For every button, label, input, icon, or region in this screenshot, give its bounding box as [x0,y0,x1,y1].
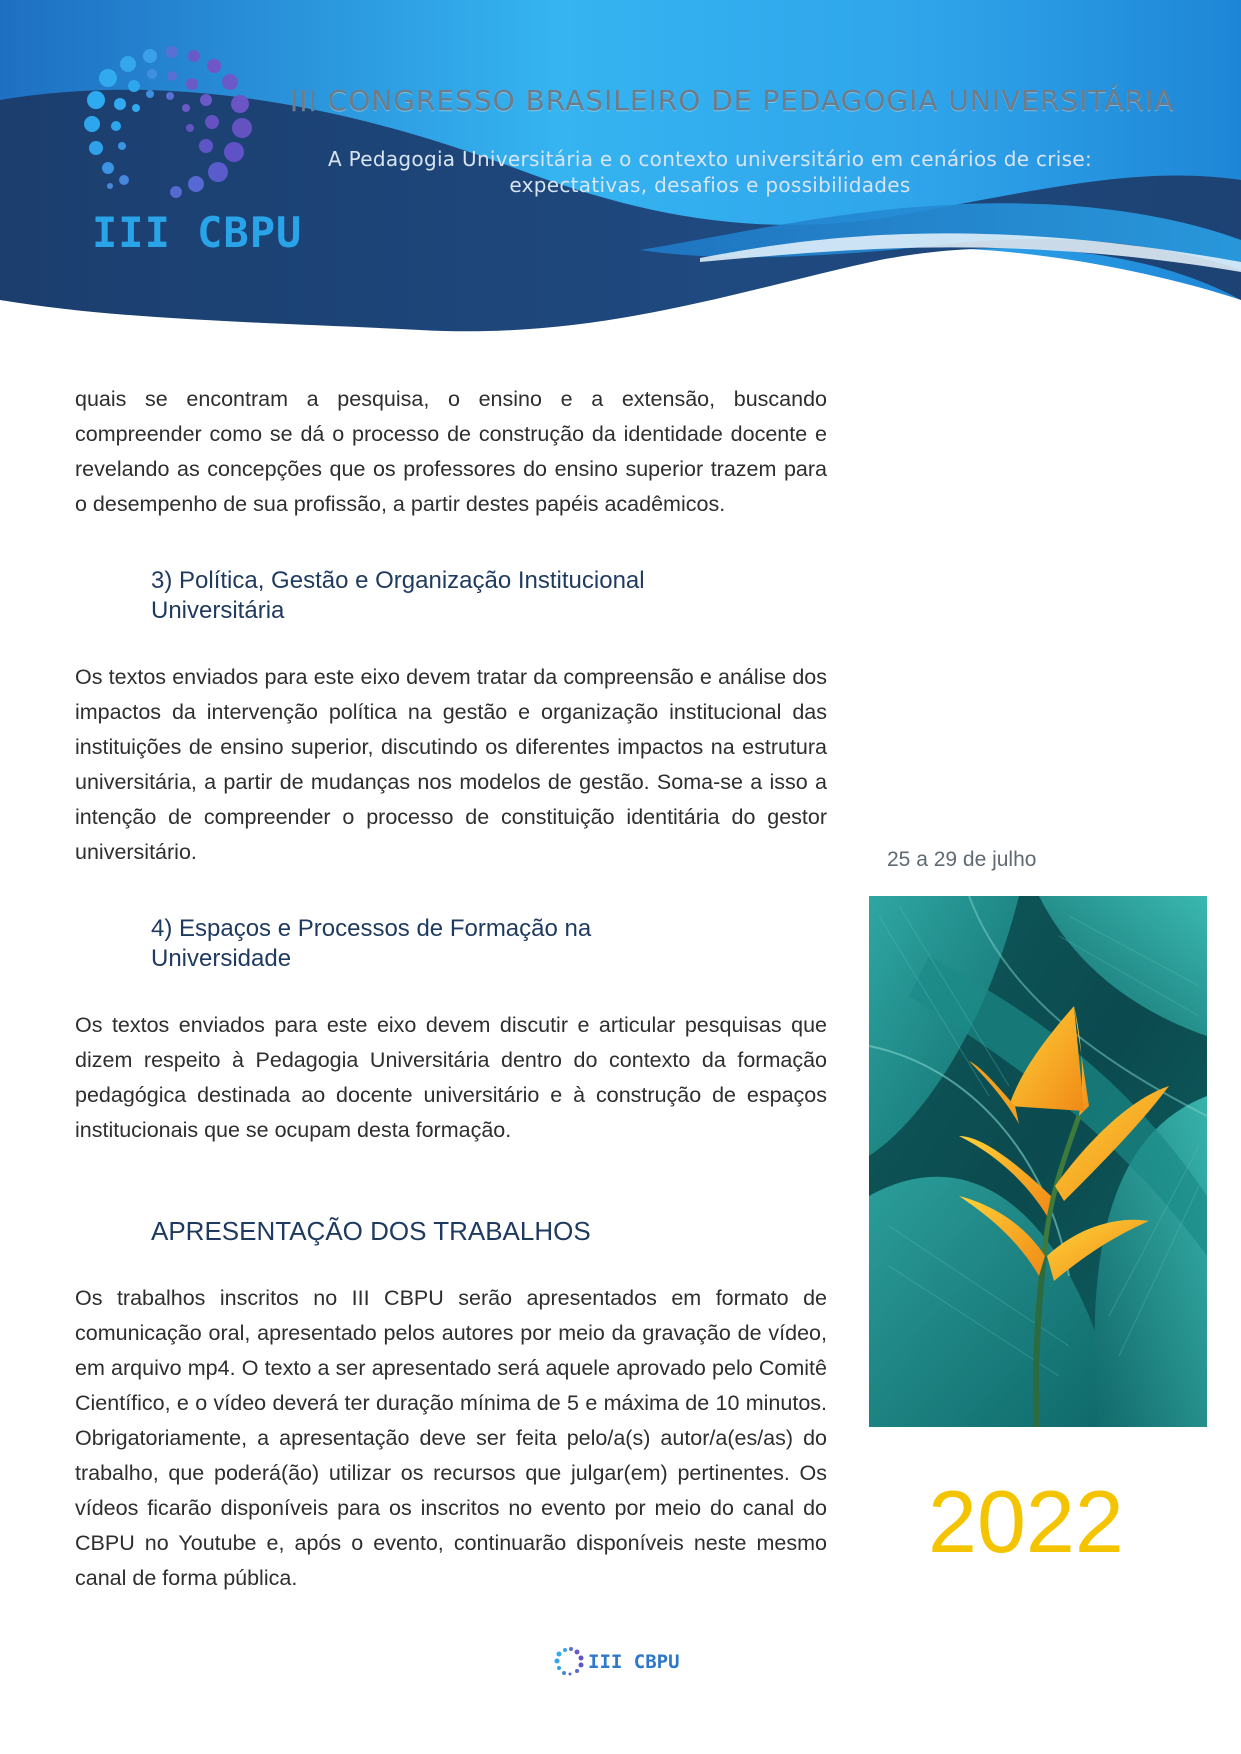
section-3-heading [75,566,827,626]
flower-illustration [869,896,1207,1427]
congress-subtitle [300,146,1120,198]
intro-paragraph: quais se encontram a pesquisa, o ensino e a extensão, buscando compreender como se dá o processo de construção da identidade docente e revelando as concepções que os professores do ensino superior trazem para o desempenho de sua profissão, a partir destes papéis acadêmicos. [75,387,827,516]
subtitle-line-1: A Pedagogia Universitária e o contexto universitário em cenários de crise: [327,147,1093,171]
section-3-title-line-1: 3) Política, Gestão e Organização Institucional [151,567,645,594]
footer-logo-icon [553,1646,587,1678]
section-4-paragraph: Os textos enviados para este eixo devem discutir e articular pesquisas que dizem respeito à Pedagogia Universitária dentro do contexto da formação pedagógica destinada ao docente universitário e à construção de espaços institucionais que se ocupam desta formação. [75,1013,827,1142]
section-4-heading [75,914,827,974]
section-3-title-line-2: Universitária [151,597,285,624]
logo-text: III CBPU [92,208,303,257]
subtitle-line-2: expectativas, desafios e possibilidades [509,173,911,197]
presentation-heading: APRESENTAÇÃO DOS TRABALHOS [151,1216,591,1246]
event-year: 2022 [928,1472,1124,1571]
section-4-title-line-1: 4) Espaços e Processos de Formação na [151,915,592,942]
main-content [75,382,827,1596]
section-3-paragraph: Os textos enviados para este eixo devem tratar da compreensão e análise dos impactos da intervenção política na gestão e organização institucional das instituições de ensino superior, discutindo os diferentes impactos na estrutura universitária, a partir de mudanças nos modelos de gestão. Soma-se a isso a intenção de compreender o processo de constituição identitária do gestor universitário. [75,665,827,864]
section-4-title-line-2: Universidade [151,945,292,972]
congress-title: III CONGRESSO BRASILEIRO DE PEDAGOGIA UNIVERSITÁRIA [290,84,1175,117]
event-date: 25 a 29 de julho [887,848,1037,871]
footer-logo-text: III CBPU [588,1651,680,1673]
header-banner [0,0,1241,350]
presentation-paragraph: Os trabalhos inscritos no III CBPU serão apresentados em formato de comunicação oral, apresentado pelos autores por meio da gravação de vídeo, em arquivo mp4. O texto a ser apresentado será aquele aprovado pelo Comitê Científico, e o vídeo deverá ter duração mínima de 5 e máxima de 10 minutos. Obrigatoriamente, a apresentação deve ser feita pelo/a(s) autor/a(es/as) do trabalho, que poderá(ão) utilizar os recursos que julgar(em) pertinentes. Os vídeos ficarão disponíveis para os inscritos no evento por meio do canal do CBPU no Youtube e, após o evento, continuarão disponíveis neste mesmo canal de forma pública. [75,1286,827,1590]
heliconia-photo [869,896,1207,1427]
